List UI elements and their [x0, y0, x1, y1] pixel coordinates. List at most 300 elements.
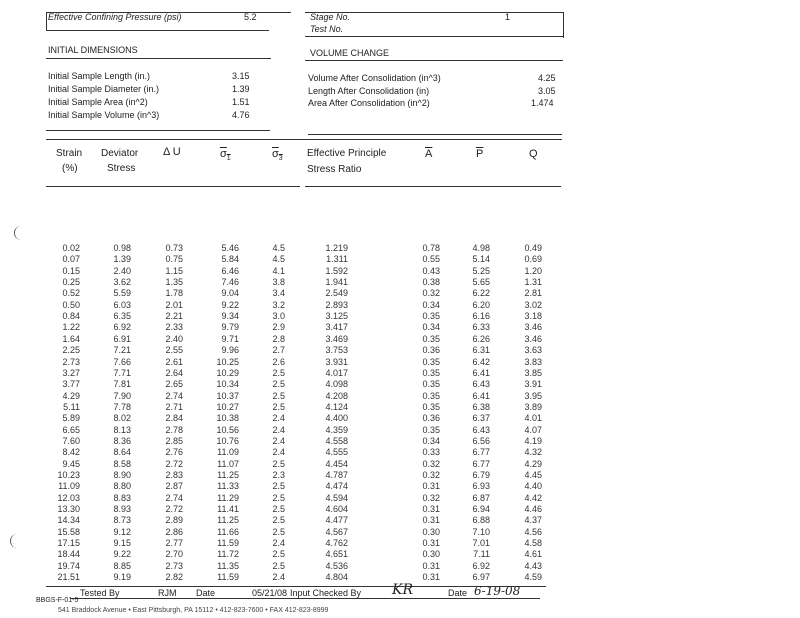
- cell-deviator: 6.35: [113, 311, 131, 322]
- cell-q: 3.02: [524, 299, 542, 310]
- volume-change-title: VOLUME CHANGE: [310, 48, 390, 58]
- cell-p: 6.56: [472, 435, 490, 446]
- table-row: [0, 447, 800, 458]
- cell-a: 0.78: [422, 243, 440, 253]
- cell-p: 4.98: [472, 243, 490, 253]
- cell-q: 0.49: [524, 243, 542, 253]
- cell-a: 0.35: [422, 390, 440, 401]
- cell-a: 0.32: [422, 288, 440, 299]
- cell-p: 6.41: [472, 367, 490, 378]
- cell-q: 4.58: [524, 538, 542, 549]
- cell-du: 2.86: [165, 526, 183, 537]
- cell-p: 6.94: [472, 504, 490, 515]
- cell-strain: 0.15: [62, 265, 80, 276]
- volume-after-label: Volume After Consolidation (in^3): [308, 73, 441, 83]
- cell-sigma1: 5.46: [221, 243, 239, 253]
- cell-ratio: 2.893: [325, 299, 348, 310]
- confining-pressure-label: Effective Confining Pressure (psi): [48, 12, 182, 22]
- cell-q: 1.31: [524, 277, 542, 288]
- cell-sigma3: 2.9: [272, 322, 285, 333]
- cell-deviator: 8.58: [113, 458, 131, 469]
- table-row: [0, 379, 800, 390]
- cell-q: 4.43: [524, 560, 542, 571]
- table-row: [0, 493, 800, 504]
- cell-ratio: 4.604: [325, 504, 348, 515]
- table-row: [0, 357, 800, 368]
- length-after-label: Length After Consolidation (in): [308, 86, 430, 96]
- cell-sigma1: 11.33: [217, 481, 239, 492]
- cell-q: 4.29: [524, 458, 542, 469]
- col-delta-u: Δ U: [163, 146, 181, 158]
- table-row: [0, 334, 800, 345]
- cell-du: 0.75: [165, 254, 183, 265]
- cell-sigma3: 2.4: [272, 435, 285, 446]
- cell-strain: 14.34: [57, 515, 80, 526]
- table-row: [0, 413, 800, 424]
- cell-p: 6.87: [472, 492, 490, 503]
- cell-p: 6.97: [472, 572, 490, 583]
- cell-du: 2.87: [165, 481, 183, 492]
- cell-strain: 10.23: [57, 470, 80, 480]
- cell-sigma3: 2.3: [272, 470, 285, 480]
- cell-strain: 0.52: [62, 288, 80, 299]
- cell-sigma1: 10.34: [216, 379, 239, 390]
- initial-volume-value: 4.76: [232, 110, 250, 120]
- cell-ratio: 4.558: [325, 435, 348, 446]
- cell-strain: 5.11: [63, 401, 80, 412]
- cell-ratio: 4.594: [325, 492, 348, 503]
- cell-strain: 13.30: [57, 504, 80, 515]
- cell-q: 1.20: [524, 265, 542, 276]
- table-row: [0, 436, 800, 447]
- cell-a: 0.35: [422, 424, 440, 435]
- cell-sigma3: 2.4: [272, 447, 285, 458]
- cell-sigma1: 11.25: [217, 470, 239, 480]
- cell-du: 1.15: [165, 265, 183, 276]
- cell-ratio: 4.098: [325, 379, 348, 390]
- col-ratio-sub: Stress Ratio: [307, 164, 362, 175]
- cell-a: 0.34: [422, 322, 440, 333]
- cell-deviator: 7.78: [113, 401, 131, 412]
- table-row: [0, 300, 800, 311]
- cell-ratio: 4.400: [325, 413, 348, 424]
- area-after-label: Area After Consolidation (in^2): [308, 98, 430, 108]
- cell-du: 2.78: [165, 424, 183, 435]
- cell-ratio: 4.477: [325, 515, 348, 526]
- cell-a: 0.35: [422, 333, 440, 344]
- date2-handwritten: 6-19-08: [474, 584, 521, 598]
- cell-p: 6.77: [472, 458, 490, 469]
- cell-ratio: 3.125: [325, 311, 348, 322]
- cell-sigma3: 2.5: [272, 401, 285, 412]
- cell-ratio: 1.941: [325, 277, 348, 288]
- table-row: [0, 368, 800, 379]
- cell-sigma1: 11.59: [217, 572, 239, 583]
- cell-deviator: 9.12: [113, 526, 131, 537]
- cell-ratio: 4.124: [325, 401, 348, 412]
- cell-q: 0.69: [524, 254, 542, 265]
- cell-strain: 0.50: [62, 299, 80, 310]
- cell-ratio: 1.311: [326, 254, 348, 265]
- table-row: [0, 425, 800, 436]
- area-after-value: 1.474: [531, 98, 554, 108]
- cell-ratio: 4.359: [325, 424, 348, 435]
- cell-a: 0.31: [422, 515, 440, 526]
- cell-sigma3: 2.4: [272, 424, 285, 435]
- cell-du: 2.01: [165, 299, 183, 310]
- table-row: [0, 391, 800, 402]
- cell-q: 4.59: [524, 572, 542, 583]
- cell-sigma1: 11.72: [217, 549, 239, 560]
- cell-a: 0.31: [422, 504, 440, 515]
- cell-p: 6.88: [472, 515, 490, 526]
- cell-deviator: 7.71: [113, 367, 131, 378]
- cell-deviator: 8.90: [113, 470, 131, 480]
- cell-sigma1: 11.25: [217, 515, 239, 526]
- table-row: [0, 311, 800, 322]
- cell-ratio: 4.208: [325, 390, 348, 401]
- cell-deviator: 8.85: [113, 560, 131, 571]
- cell-sigma1: 10.25: [216, 356, 239, 367]
- cell-strain: 0.07: [62, 254, 80, 265]
- cell-a: 0.33: [422, 447, 440, 458]
- cell-strain: 12.03: [57, 492, 80, 503]
- cell-du: 2.65: [165, 379, 183, 390]
- cell-deviator: 5.59: [113, 288, 131, 299]
- initial-diameter-value: 1.39: [232, 84, 250, 94]
- cell-q: 3.85: [524, 367, 542, 378]
- initial-area-label: Initial Sample Area (in^2): [48, 97, 148, 107]
- cell-sigma1: 10.37: [216, 390, 239, 401]
- cell-strain: 17.15: [57, 538, 80, 549]
- cell-a: 0.35: [422, 367, 440, 378]
- cell-strain: 21.51: [57, 572, 80, 583]
- cell-a: 0.31: [422, 572, 440, 583]
- date-label: Date: [196, 588, 216, 598]
- cell-p: 5.14: [472, 254, 490, 265]
- table-row: [0, 322, 800, 333]
- cell-sigma3: 2.4: [272, 538, 285, 549]
- col-ratio: Effective Principle: [307, 148, 387, 159]
- checked-by-label: Input Checked By: [290, 588, 362, 598]
- cell-sigma1: 6.46: [221, 265, 239, 276]
- col-q: Q: [529, 148, 538, 160]
- col-sigma3: $\sigma_3$: [272, 148, 283, 163]
- header-right-border: [563, 12, 564, 38]
- form-code: BBGS-F-01-5: [36, 597, 79, 604]
- cell-a: 0.35: [422, 356, 440, 367]
- initial-dimensions-title: INITIAL DIMENSIONS: [48, 45, 138, 55]
- initial-volume-label: Initial Sample Volume (in^3): [48, 110, 160, 120]
- cell-p: 6.42: [472, 356, 490, 367]
- table-row: [0, 288, 800, 299]
- table-row: [0, 402, 800, 413]
- cell-a: 0.55: [422, 254, 440, 265]
- cell-ratio: 4.536: [325, 560, 348, 571]
- volume-after-value: 4.25: [538, 73, 556, 83]
- col-strain: Strain: [56, 148, 83, 159]
- cell-q: 4.45: [524, 470, 542, 480]
- cell-strain: 0.02: [62, 243, 80, 253]
- section-rule-right: [308, 134, 562, 135]
- table-row: [0, 527, 800, 538]
- cell-deviator: 3.62: [113, 277, 131, 288]
- cell-sigma1: 7.46: [221, 277, 239, 288]
- cell-sigma3: 2.5: [272, 379, 285, 390]
- cell-p: 6.31: [472, 345, 490, 356]
- cell-du: 2.72: [165, 458, 183, 469]
- cell-deviator: 8.80: [113, 481, 131, 492]
- footer-top-rule: [46, 586, 546, 587]
- cell-q: 3.46: [524, 333, 542, 344]
- initial-diameter-label: Initial Sample Diameter (in.): [48, 84, 160, 94]
- cell-strain: 2.73: [62, 356, 80, 367]
- col-sigma1: $\sigma_1$: [220, 148, 231, 163]
- cell-du: 2.76: [165, 447, 183, 458]
- test-label: Test No.: [310, 24, 344, 34]
- cell-ratio: 4.017: [325, 367, 348, 378]
- cell-sigma3: 3.2: [272, 299, 285, 310]
- initial-area-value: 1.51: [232, 97, 250, 107]
- cell-q: 4.61: [524, 549, 542, 560]
- initial-length-value: 3.15: [232, 71, 250, 81]
- footer-bottom-rule: [70, 598, 540, 599]
- cell-du: 2.40: [165, 333, 183, 344]
- table-row: [0, 481, 800, 492]
- header-underline-right: [305, 186, 561, 187]
- cell-du: 2.77: [165, 538, 183, 549]
- cell-sigma3: 4.5: [272, 243, 285, 253]
- cell-ratio: 4.474: [325, 481, 348, 492]
- cell-q: 4.19: [524, 435, 542, 446]
- cell-du: 2.55: [165, 345, 183, 356]
- cell-sigma3: 4.1: [272, 265, 285, 276]
- table-row: [0, 345, 800, 356]
- col-p: $\overline{P}$: [476, 148, 484, 160]
- cell-sigma1: 10.76: [216, 435, 239, 446]
- cell-p: 6.77: [472, 447, 490, 458]
- cell-du: 1.35: [165, 277, 183, 288]
- cell-sigma3: 2.6: [272, 356, 285, 367]
- cell-p: 6.79: [472, 470, 490, 480]
- cell-p: 6.33: [472, 322, 490, 333]
- cell-sigma3: 2.5: [272, 526, 285, 537]
- cell-deviator: 9.22: [113, 549, 131, 560]
- cell-deviator: 7.21: [113, 345, 131, 356]
- cell-sigma3: 2.4: [272, 413, 285, 424]
- cell-deviator: 8.93: [113, 504, 131, 515]
- table-row: [0, 277, 800, 288]
- cell-sigma3: 2.5: [272, 367, 285, 378]
- stage-label: Stage No.: [310, 12, 351, 22]
- table-row: [0, 243, 800, 254]
- cell-ratio: 4.651: [325, 549, 348, 560]
- cell-deviator: 7.81: [113, 379, 131, 390]
- initial-title-rule: [46, 58, 271, 59]
- cell-strain: 3.27: [62, 367, 80, 378]
- cell-sigma1: 9.34: [221, 311, 239, 322]
- cell-sigma3: 3.8: [272, 277, 285, 288]
- cell-strain: 1.64: [62, 333, 80, 344]
- cell-p: 6.26: [472, 333, 490, 344]
- cell-sigma3: 4.5: [272, 254, 285, 265]
- date2-label: Date: [448, 588, 468, 598]
- cell-sigma1: 10.56: [216, 424, 239, 435]
- cell-deviator: 7.90: [113, 390, 131, 401]
- cell-ratio: 4.762: [325, 538, 348, 549]
- cell-deviator: 8.13: [113, 424, 131, 435]
- table-row: [0, 470, 800, 481]
- table-row: [0, 266, 800, 277]
- cell-p: 6.37: [472, 413, 490, 424]
- cell-a: 0.31: [422, 481, 440, 492]
- cell-sigma3: 2.5: [272, 481, 285, 492]
- cell-q: 4.37: [524, 515, 542, 526]
- cell-p: 6.43: [472, 379, 490, 390]
- cell-du: 2.64: [165, 367, 183, 378]
- section-rule-long: [46, 139, 562, 140]
- cell-strain: 0.84: [62, 311, 80, 322]
- cell-sigma1: 9.71: [221, 333, 239, 344]
- date-value: 05/21/08: [252, 588, 288, 598]
- cell-sigma1: 11.35: [217, 560, 239, 571]
- col-strain-unit: (%): [62, 163, 78, 174]
- cell-p: 6.22: [472, 288, 490, 299]
- cell-ratio: 4.787: [325, 470, 348, 480]
- table-row: [0, 504, 800, 515]
- cell-a: 0.32: [422, 492, 440, 503]
- cell-sigma3: 2.5: [272, 549, 285, 560]
- section-rule-left: [46, 130, 270, 131]
- cell-q: 3.83: [524, 356, 542, 367]
- cell-q: 3.18: [524, 311, 542, 322]
- punch-hole-mark: [14, 226, 27, 240]
- cell-a: 0.36: [422, 413, 440, 424]
- cell-a: 0.31: [422, 560, 440, 571]
- cell-sigma3: 2.5: [272, 390, 285, 401]
- cell-deviator: 8.02: [113, 413, 131, 424]
- cell-a: 0.43: [422, 265, 440, 276]
- cell-ratio: 4.567: [325, 526, 348, 537]
- cell-du: 2.89: [165, 515, 183, 526]
- cell-deviator: 8.64: [113, 447, 131, 458]
- cell-a: 0.35: [422, 401, 440, 412]
- cell-sigma1: 10.38: [216, 413, 239, 424]
- cell-strain: 4.29: [62, 390, 80, 401]
- cell-p: 7.01: [472, 538, 490, 549]
- cell-ratio: 4.454: [325, 458, 348, 469]
- cell-deviator: 9.15: [113, 538, 131, 549]
- table-row: [0, 549, 800, 560]
- cell-a: 0.34: [422, 435, 440, 446]
- checked-by-signature: KR: [392, 582, 413, 598]
- cell-strain: 11.09: [58, 481, 80, 492]
- cell-du: 2.82: [165, 572, 183, 583]
- cell-du: 2.70: [165, 549, 183, 560]
- cell-deviator: 8.83: [113, 492, 131, 503]
- cell-sigma1: 11.41: [217, 504, 239, 515]
- cell-ratio: 4.804: [325, 572, 348, 583]
- cell-ratio: 3.469: [325, 333, 348, 344]
- address-line: 541 Braddock Avenue • East Pittsburgh, PA 15112 • 412-823-7600 • FAX 412-823-8999: [58, 607, 329, 614]
- cell-ratio: 3.931: [325, 356, 348, 367]
- cell-sigma3: 3.4: [272, 288, 285, 299]
- cell-p: 7.10: [472, 526, 490, 537]
- cell-ratio: 3.417: [325, 322, 348, 333]
- cell-strain: 6.65: [62, 424, 80, 435]
- cell-deviator: 2.40: [113, 265, 131, 276]
- cell-sigma3: 2.5: [272, 504, 285, 515]
- cell-du: 2.84: [165, 413, 183, 424]
- header-underline-left: [46, 186, 300, 187]
- cell-deviator: 7.66: [113, 356, 131, 367]
- cell-strain: 9.45: [62, 458, 80, 469]
- cell-strain: 15.58: [57, 526, 80, 537]
- tested-by-value: RJM: [158, 588, 177, 598]
- length-after-value: 3.05: [538, 86, 556, 96]
- cell-sigma1: 5.84: [221, 254, 239, 265]
- cell-du: 1.78: [165, 288, 183, 299]
- cell-q: 4.56: [524, 526, 542, 537]
- cell-du: 2.72: [165, 504, 183, 515]
- cell-a: 0.36: [422, 345, 440, 356]
- tested-by-label: Tested By: [80, 588, 120, 598]
- cell-ratio: 4.555: [325, 447, 348, 458]
- cell-strain: 5.89: [62, 413, 80, 424]
- cell-du: 2.85: [165, 435, 183, 446]
- cell-ratio: 2.549: [325, 288, 348, 299]
- cell-deviator: 8.73: [113, 515, 131, 526]
- cell-strain: 3.77: [62, 379, 80, 390]
- header-rule-left: [46, 30, 269, 31]
- cell-p: 6.38: [472, 401, 490, 412]
- cell-sigma3: 2.8: [272, 333, 285, 344]
- cell-du: 2.61: [165, 356, 183, 367]
- cell-sigma3: 2.5: [272, 492, 285, 503]
- cell-ratio: 1.219: [325, 243, 348, 253]
- cell-p: 7.11: [473, 549, 490, 560]
- cell-p: 6.20: [472, 299, 490, 310]
- cell-q: 4.42: [524, 492, 542, 503]
- cell-deviator: 1.39: [113, 254, 131, 265]
- cell-strain: 18.44: [57, 549, 80, 560]
- cell-strain: 1.22: [62, 322, 80, 333]
- cell-sigma1: 11.29: [217, 492, 239, 503]
- cell-strain: 2.25: [62, 345, 80, 356]
- cell-q: 4.01: [524, 413, 542, 424]
- cell-q: 3.95: [524, 390, 542, 401]
- cell-sigma3: 2.4: [272, 572, 285, 583]
- cell-du: 2.71: [165, 401, 183, 412]
- cell-sigma1: 11.07: [217, 458, 239, 469]
- table-row: [0, 459, 800, 470]
- cell-q: 3.89: [524, 401, 542, 412]
- cell-du: 2.33: [165, 322, 183, 333]
- cell-du: 2.73: [165, 560, 183, 571]
- cell-a: 0.30: [422, 549, 440, 560]
- cell-sigma1: 11.09: [217, 447, 239, 458]
- cell-ratio: 1.592: [325, 265, 348, 276]
- cell-q: 3.63: [524, 345, 542, 356]
- cell-a: 0.34: [422, 299, 440, 310]
- col-a: $\overline{A}$: [425, 148, 433, 160]
- col-deviator-stress: Stress: [107, 163, 136, 174]
- cell-deviator: 6.03: [113, 299, 131, 310]
- cell-strain: 8.42: [62, 447, 80, 458]
- table-row: [0, 561, 800, 572]
- cell-sigma1: 9.79: [221, 322, 239, 333]
- cell-strain: 0.25: [62, 277, 80, 288]
